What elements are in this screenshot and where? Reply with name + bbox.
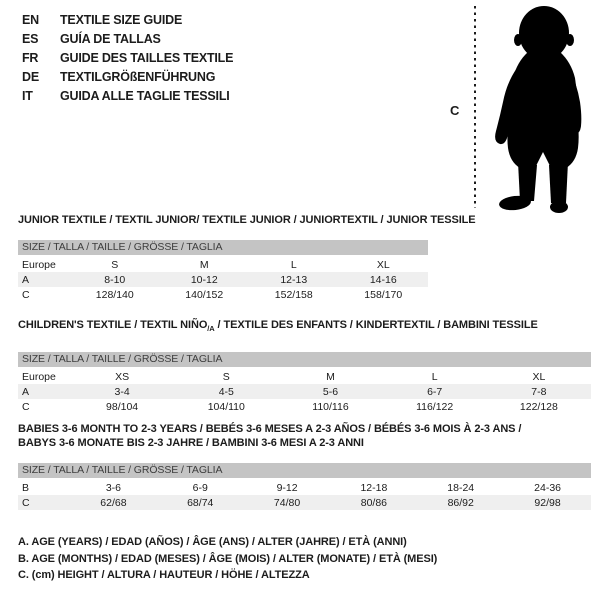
size-header-bar: SIZE / TALLA / TAILLE / GRÖSSE / TAGLIA bbox=[18, 463, 591, 478]
section-title-babies-line1: BABIES 3-6 MONTH TO 2-3 YEARS / BEBÉS 3-6 MESES A 2-3 AÑOS / BÉBÉS 3-6 MOIS À 2-3 ANS / bbox=[18, 423, 522, 435]
table-cell: A bbox=[22, 273, 30, 286]
language-label: GUIDE DES TAILLES TEXTILE bbox=[60, 50, 234, 65]
table-header-row bbox=[18, 369, 591, 384]
babies-size-table bbox=[18, 480, 591, 510]
language-row-es bbox=[22, 29, 233, 48]
table-row bbox=[18, 272, 428, 287]
language-list bbox=[22, 10, 233, 105]
title-text: CHILDREN'S TEXTILE / TEXTIL NIÑO bbox=[18, 319, 208, 331]
section-babies bbox=[18, 422, 591, 510]
table-cell: 7-8 bbox=[531, 385, 547, 398]
table-cell: XL bbox=[532, 370, 546, 383]
table-cell: 6-7 bbox=[427, 385, 443, 398]
children-size-table bbox=[18, 369, 591, 414]
table-cell: 152/158 bbox=[274, 288, 313, 301]
legend-line-c: C. (cm) HEIGHT / ALTURA / HAUTEUR / HÖHE / ALTEZZA bbox=[18, 569, 310, 581]
table-cell: 3-4 bbox=[114, 385, 130, 398]
table-cell: XS bbox=[115, 370, 130, 383]
language-code: ES bbox=[22, 31, 39, 46]
size-header-bar: SIZE / TALLA / TAILLE / GRÖSSE / TAGLIA bbox=[18, 240, 428, 255]
table-cell: 80/86 bbox=[360, 496, 388, 509]
table-cell: L bbox=[290, 258, 297, 271]
table-cell: 62/68 bbox=[100, 496, 127, 509]
table-cell: 104/110 bbox=[207, 400, 245, 413]
table-cell: 14-16 bbox=[369, 273, 397, 286]
table-cell: 9-12 bbox=[276, 481, 298, 494]
table-cell: M bbox=[199, 258, 209, 271]
section-junior bbox=[18, 213, 476, 302]
table-cell: 158/170 bbox=[364, 288, 403, 301]
language-label: GUÍA DE TALLAS bbox=[60, 31, 161, 46]
table-row bbox=[18, 399, 591, 414]
table-cell: 110/116 bbox=[312, 400, 349, 413]
legend bbox=[18, 536, 437, 586]
height-measure-dotted-line bbox=[474, 6, 476, 208]
section-children bbox=[18, 318, 591, 414]
table-cell: 98/104 bbox=[106, 400, 139, 413]
table-cell: 140/152 bbox=[185, 288, 224, 301]
title-subscript: /A bbox=[207, 324, 215, 334]
table-cell: 92/98 bbox=[534, 496, 561, 509]
table-cell: M bbox=[326, 370, 335, 383]
table-cell: 24-36 bbox=[534, 481, 561, 494]
section-title-children bbox=[18, 318, 591, 336]
language-row-de bbox=[22, 67, 233, 86]
table-cell: 4-5 bbox=[218, 385, 234, 398]
table-row bbox=[18, 495, 591, 510]
table-cell: 74/80 bbox=[273, 496, 301, 509]
section-title-junior: JUNIOR TEXTILE / TEXTIL JUNIOR/ TEXTILE JUNIOR / JUNIORTEXTIL / JUNIOR TESSILE bbox=[18, 214, 476, 226]
language-code: FR bbox=[22, 50, 39, 65]
section-title-babies-line2: BABYS 3-6 MONATE BIS 2-3 JAHRE / BAMBINI 3-6 MESI A 2-3 ANNI bbox=[18, 437, 364, 449]
table-cell: 116/122 bbox=[416, 400, 454, 413]
table-cell: L bbox=[431, 370, 438, 383]
title-text: / TEXTILE DES ENFANTS / KINDERTEXTIL / BAMBINI TESSILE bbox=[214, 319, 538, 331]
language-row-fr bbox=[22, 48, 233, 67]
legend-line-b: B. AGE (MONTHS) / EDAD (MESES) / ÂGE (MOIS) / ALTER (MONATE) / ETÀ (MESI) bbox=[18, 552, 438, 565]
language-label: TEXTILE SIZE GUIDE bbox=[60, 12, 183, 27]
language-code: EN bbox=[22, 12, 39, 27]
language-label: TEXTILGRÖßENFÜHRUNG bbox=[60, 69, 216, 84]
language-row-it bbox=[22, 86, 233, 105]
table-row bbox=[18, 384, 591, 399]
table-cell: 18-24 bbox=[447, 481, 475, 494]
table-cell: Europe bbox=[22, 258, 56, 271]
table-cell: 12-18 bbox=[360, 481, 388, 494]
table-cell: 86/92 bbox=[447, 496, 474, 509]
height-marker-label: C bbox=[450, 103, 460, 118]
junior-size-table bbox=[18, 257, 428, 302]
table-cell: 6-9 bbox=[192, 481, 208, 494]
language-code: IT bbox=[22, 88, 33, 103]
baby-silhouette-image bbox=[486, 4, 600, 214]
table-cell: 8-10 bbox=[104, 273, 126, 286]
table-cell: XL bbox=[376, 258, 390, 271]
table-cell: 128/140 bbox=[95, 288, 134, 301]
table-cell: 5-6 bbox=[322, 385, 339, 398]
table-cell: A bbox=[22, 385, 30, 398]
table-cell: 68/74 bbox=[187, 496, 214, 509]
language-row-en bbox=[22, 10, 233, 29]
table-header-row bbox=[18, 257, 428, 272]
table-cell: C bbox=[22, 400, 30, 413]
table-cell: 3-6 bbox=[105, 481, 121, 494]
table-cell: B bbox=[22, 481, 30, 494]
table-cell: 122/128 bbox=[519, 400, 558, 413]
table-row bbox=[18, 287, 428, 302]
language-code: DE bbox=[22, 69, 39, 84]
table-cell: C bbox=[22, 496, 30, 509]
size-header-bar: SIZE / TALLA / TAILLE / GRÖSSE / TAGLIA bbox=[18, 352, 591, 367]
legend-line-a: A. AGE (YEARS) / EDAD (AÑOS) / ÂGE (ANS) / ALTER (JAHRE) / ETÀ (ANNI) bbox=[18, 536, 407, 548]
table-cell: S bbox=[111, 258, 119, 271]
table-cell: S bbox=[222, 370, 230, 383]
language-label: GUIDA ALLE TAGLIE TESSILI bbox=[60, 88, 230, 103]
table-cell: 10-12 bbox=[190, 273, 218, 286]
table-row bbox=[18, 480, 591, 495]
table-cell: 12-13 bbox=[280, 273, 308, 286]
table-cell: Europe bbox=[22, 370, 56, 383]
table-cell: C bbox=[22, 288, 30, 301]
